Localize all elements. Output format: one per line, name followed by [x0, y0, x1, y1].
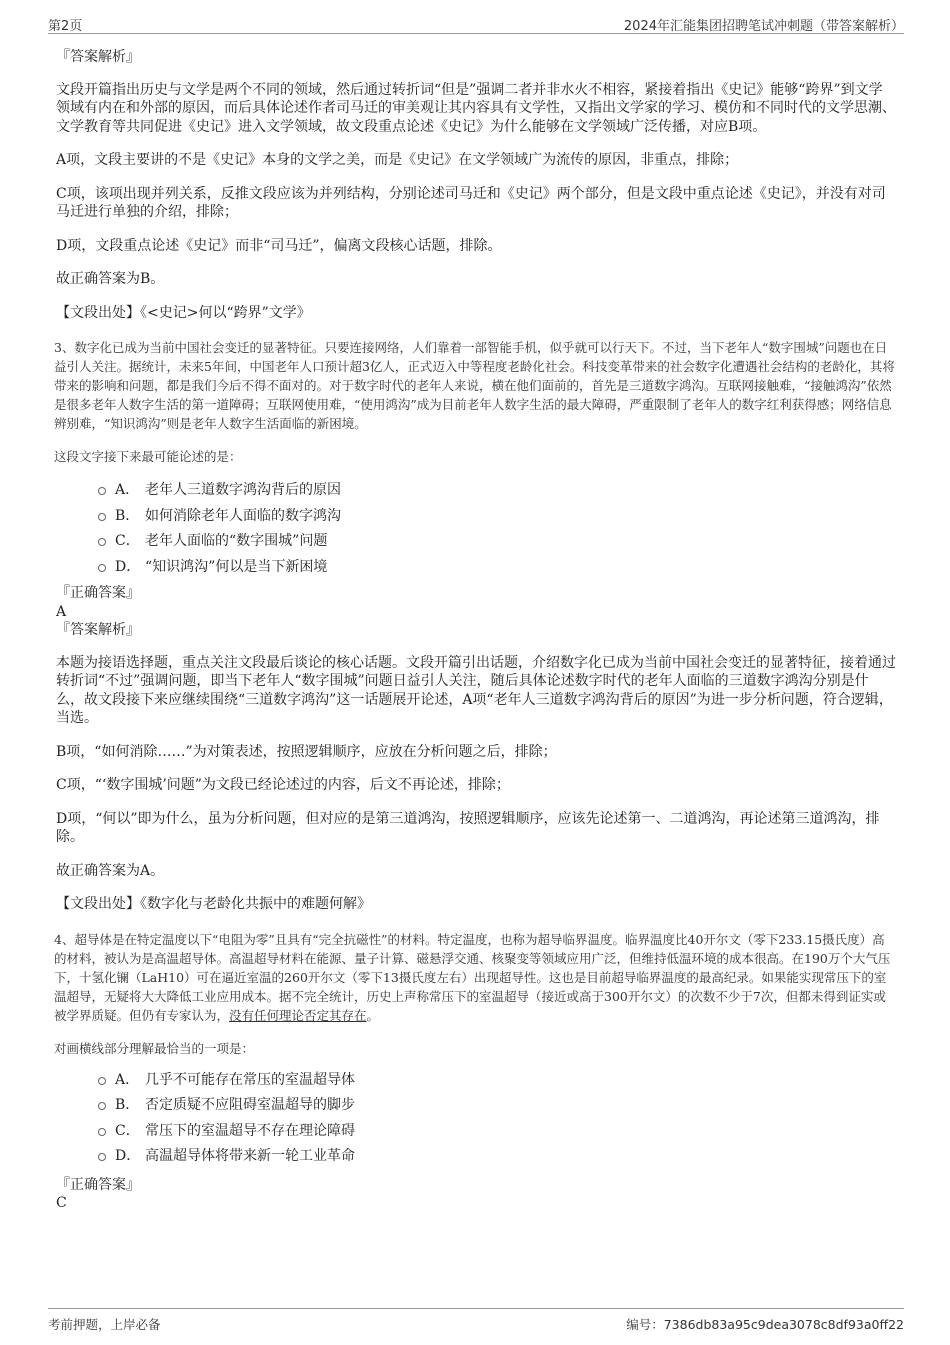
q3-options — [56, 478, 896, 580]
page-header — [48, 13, 904, 34]
q3-option-d[interactable]: D． “知识鸿沟”何以是当下新困境 — [56, 555, 896, 581]
q4-option-d[interactable]: D． 高温超导体将带来新一轮工业革命 — [56, 1144, 896, 1170]
q3-analysis-label: 『答案解析』 — [56, 622, 140, 638]
q4-answer: C — [56, 1195, 67, 1211]
q3-option-b[interactable]: B． 如何消除老年人面临的数字鸿沟 — [56, 504, 896, 530]
page-number: 第2页 — [48, 19, 83, 34]
q3-analysis-paragraph-3: C项，“‘数字围城’问题”为文段已经论述过的内容，后文不再论述，排除； — [56, 777, 510, 793]
q3-analysis-paragraph-1: 本题为接语选择题，重点关注文段最后谈论的核心话题。文段开篇引出话题，介绍数字化已成为当前中国社会变迁的显著特征，接着通过转折词“不过”强调问题，即当下老年人“数字围城”问题日益引人关注，随后具体论述数字时代的老年人面临的三道数字鸿沟分别是什么，故文段接下来应继续围绕“三道数字鸿沟”这一话题展开论述，A项“老年人三道数字鸿沟背后的原因”为进一步分析问题，符合逻辑，当选。 — [56, 654, 896, 726]
q3-conclusion: 故正确答案为A。 — [56, 862, 165, 879]
q2-analysis-paragraph-1: 文段开篇指出历史与文学是两个不同的领域，然后通过转折词“但是”强调二者并非水火不相容，紧接着指出《史记》能够“跨界”到文学领域有内在和外部的原因，而后具体论述作者司马迁的审美观让其内容具有文学性，又指出文学家的学习、模仿和不同时代的文学思潮、文学教育等共同促进《史记》进入文学领域，故文段重点论述《史记》为什么能够在文学领域广泛传播，对应B项。 — [56, 81, 896, 135]
q2-analysis-paragraph-4: D项，文段重点论述《史记》而非“司马迁”，偏离文段核心话题，排除。 — [56, 237, 502, 254]
q4-stem: 4、超导体是在特定温度以下“电阻为零”且具有“完全抗磁性”的材料。特定温度，也称为超导临界温度。临界温度比40开尔文（零下233.15摄氏度）高的材料，被认为是高温超导体。高温超导材料在能源、量子计算、磁悬浮交通、核聚变等领域应用广泛，但维持低温环境的成本很高。在190万个大气压下，十氢化镧（LaH10）可在逼近室温的260开尔文（零下13摄氏度左右）出现超导性。这也是目前超导临界温度的最高纪录。如果能实现常压下的室温超导，无疑将大大降低工业应用成本。据不完全统计，历史上声称常压下的室温超导（接近或高于300开尔文）的次数不少于7次，但都未得到证实或被学界质疑。但仍有专家认为，没有任何理论否定其存在。 — [54, 931, 891, 1023]
page-footer — [48, 1308, 904, 1333]
q3-option-a[interactable]: A． 老年人三道数字鸿沟背后的原因 — [56, 478, 896, 504]
q2-source: 【文段出处】《<史记>何以“跨界”文学》 — [56, 304, 311, 321]
q4-option-c[interactable]: C． 常压下的室温超导不存在理论障碍 — [56, 1119, 896, 1145]
radio-icon[interactable] — [98, 513, 106, 521]
page-content — [56, 46, 896, 1213]
q4-underlined-phrase: 没有任何理论否定其存在 — [229, 1007, 367, 1023]
radio-icon[interactable] — [98, 487, 106, 495]
q4-answer-label: 『正确答案』 — [56, 1176, 140, 1193]
document-id: 编号：7386db83a95c9dea3078c8df93a0ff22 — [626, 1317, 904, 1332]
radio-icon[interactable] — [98, 1102, 106, 1110]
radio-icon[interactable] — [98, 538, 106, 546]
q3-source: 【文段出处】《数字化与老龄化共振中的难题何解》 — [56, 896, 371, 912]
radio-icon[interactable] — [98, 1128, 106, 1136]
q3-stem: 3、数字化已成为当前中国社会变迁的显著特征。只要连接网络，人们靠着一部智能手机，似乎就可以行天下。不过，当下老年人“数字围城”问题也在日益引人关注。据统计，未来5年间，中国老年人口预计超3亿人，正式迈入中等程度老龄化社会。科技变革带来的社会数字化遭遇社会结构的老龄化，其将带来的影响和问题，都是我们今后不得不面对的。对于数字时代的老年人来说，横在他们面前的，首先是三道数字鸿沟。互联网接触难，“接触鸿沟”依然是很多老年人数字生活的第一道障碍；互联网使用难，“使用鸿沟”成为目前老年人数字生活的最大障碍，严重限制了老年人的数字红利获得感；网络信息辨别难，“知识鸿沟”则是老年人数字生活面临的新困境。 — [54, 340, 895, 431]
footer-slogan: 考前押题，上岸必备 — [48, 1317, 161, 1332]
q2-analysis-paragraph-3: C项，该项出现并列关系，反推文段应该为并列结构，分别论述司马迁和《史记》两个部分，但是文段中重点论述《史记》，并没有对司马迁进行单独的介绍，排除； — [56, 185, 886, 220]
q3-analysis-paragraph-2: B项，“如何消除……”为对策表述，按照逻辑顺序，应放在分析问题之后，排除； — [56, 743, 557, 760]
q3-option-c[interactable]: C． 老年人面临的“数字围城”问题 — [56, 529, 896, 555]
q3-answer-label: 『正确答案』 — [56, 585, 140, 601]
q3-analysis-paragraph-4: D项，“何以”即为什么，虽为分析问题，但对应的是第三道鸿沟，按照逻辑顺序，应该先论述第一、二道鸿沟，再论述第三道鸿沟，排除。 — [56, 810, 880, 845]
q2-analysis-paragraph-2: A项，文段主要讲的不是《史记》本身的文学之美，而是《史记》在文学领域广为流传的原因，非重点，排除； — [56, 152, 739, 168]
q4-option-b[interactable]: B． 否定质疑不应阻碍室温超导的脚步 — [56, 1093, 896, 1119]
radio-icon[interactable] — [98, 564, 106, 572]
q2-conclusion: 故正确答案为B。 — [56, 271, 165, 287]
q3-answer: A — [56, 603, 67, 620]
document-title: 2024年汇能集团招聘笔试冲刺题（带答案解析） — [623, 19, 904, 34]
radio-icon[interactable] — [98, 1077, 106, 1085]
q2-analysis-label: 『答案解析』 — [56, 49, 140, 65]
q4-question: 对画横线部分理解最恰当的一项是： — [54, 1040, 255, 1056]
radio-icon[interactable] — [98, 1153, 106, 1161]
q4-options — [56, 1068, 896, 1170]
q3-question: 这段文字接下来最可能论述的是： — [54, 449, 242, 464]
q4-option-a[interactable]: A． 几乎不可能存在常压的室温超导体 — [56, 1068, 896, 1094]
